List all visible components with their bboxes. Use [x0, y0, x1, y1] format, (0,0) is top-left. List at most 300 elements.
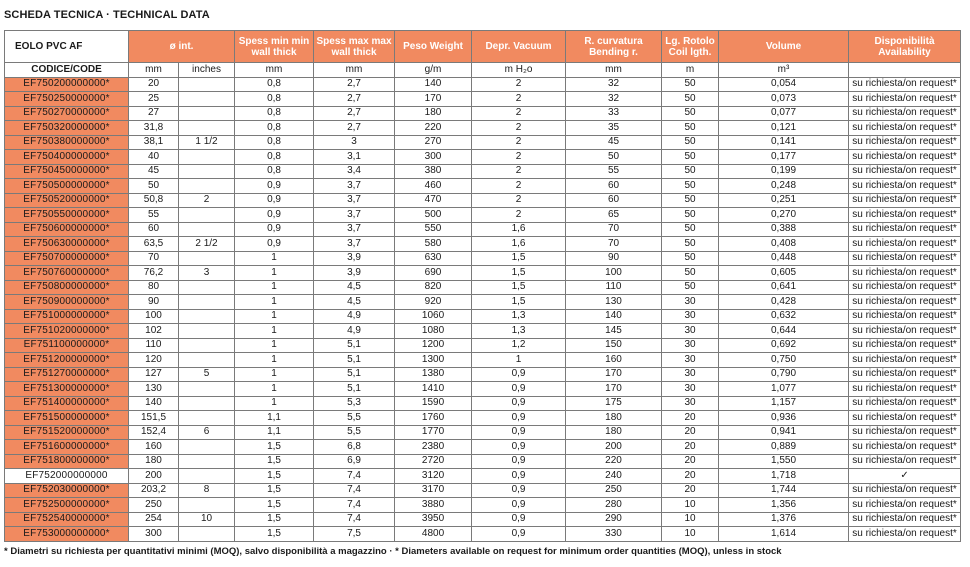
weight-cell: 920	[395, 295, 472, 310]
weight-cell: 2720	[395, 454, 472, 469]
vacuum-cell: 0,9	[472, 483, 566, 498]
max-wall-cell: 7,4	[314, 512, 395, 527]
min-wall-cell: 1,5	[235, 527, 314, 542]
coil-cell: 50	[662, 251, 719, 266]
table-row	[5, 411, 961, 426]
vacuum-cell: 1,3	[472, 324, 566, 339]
header-availability: Disponibilità Availability	[849, 31, 961, 63]
table-row	[5, 150, 961, 165]
table-row	[5, 208, 961, 223]
max-wall-cell: 3,7	[314, 179, 395, 194]
int-diam-mm-cell: 203,2	[129, 483, 179, 498]
vacuum-cell: 1,5	[472, 251, 566, 266]
max-wall-cell: 2,7	[314, 121, 395, 136]
bending-cell: 180	[566, 411, 662, 426]
int-diam-inches-cell: 6	[179, 425, 235, 440]
table-row	[5, 193, 961, 208]
int-diam-mm-cell: 45	[129, 164, 179, 179]
max-wall-cell: 5,1	[314, 367, 395, 382]
volume-cell: 0,177	[719, 150, 849, 165]
vacuum-cell: 0,9	[472, 454, 566, 469]
int-diam-inches-cell	[179, 77, 235, 92]
table-row	[5, 425, 961, 440]
bending-cell: 140	[566, 309, 662, 324]
int-diam-inches-cell	[179, 498, 235, 513]
coil-cell: 50	[662, 179, 719, 194]
volume-cell: 0,428	[719, 295, 849, 310]
max-wall-cell: 3	[314, 135, 395, 150]
int-diam-inches-cell	[179, 251, 235, 266]
int-diam-inches-cell	[179, 164, 235, 179]
bending-cell: 32	[566, 92, 662, 107]
units-row	[5, 63, 961, 78]
coil-cell: 50	[662, 77, 719, 92]
availability-cell: su richiesta/on request*	[849, 135, 961, 150]
vacuum-cell: 2	[472, 164, 566, 179]
max-wall-cell: 7,4	[314, 483, 395, 498]
availability-cell: su richiesta/on request*	[849, 498, 961, 513]
int-diam-inches-cell	[179, 324, 235, 339]
int-diam-mm-cell: 27	[129, 106, 179, 121]
code-cell: EF753000000000*	[5, 527, 129, 542]
code-cell: EF751500000000*	[5, 411, 129, 426]
weight-cell: 300	[395, 150, 472, 165]
table-row	[5, 309, 961, 324]
availability-cell: su richiesta/on request*	[849, 193, 961, 208]
weight-cell: 3170	[395, 483, 472, 498]
max-wall-cell: 2,7	[314, 92, 395, 107]
weight-cell: 630	[395, 251, 472, 266]
int-diam-mm-cell: 254	[129, 512, 179, 527]
unit-cell: mm	[235, 63, 314, 78]
int-diam-mm-cell: 130	[129, 382, 179, 397]
code-cell: EF751270000000*	[5, 367, 129, 382]
availability-cell: su richiesta/on request*	[849, 411, 961, 426]
unit-cell: mm	[129, 63, 179, 78]
vacuum-cell: 1,6	[472, 222, 566, 237]
weight-cell: 170	[395, 92, 472, 107]
int-diam-mm-cell: 20	[129, 77, 179, 92]
min-wall-cell: 0,8	[235, 150, 314, 165]
vacuum-cell: 1,5	[472, 280, 566, 295]
volume-cell: 1,157	[719, 396, 849, 411]
coil-cell: 50	[662, 222, 719, 237]
volume-cell: 0,641	[719, 280, 849, 295]
max-wall-cell: 2,7	[314, 106, 395, 121]
code-cell: EF750550000000*	[5, 208, 129, 223]
volume-cell: 0,199	[719, 164, 849, 179]
int-diam-mm-cell: 100	[129, 309, 179, 324]
availability-cell: su richiesta/on request*	[849, 382, 961, 397]
code-cell: EF751100000000*	[5, 338, 129, 353]
int-diam-inches-cell	[179, 106, 235, 121]
coil-cell: 50	[662, 193, 719, 208]
min-wall-cell: 1	[235, 280, 314, 295]
max-wall-cell: 4,9	[314, 324, 395, 339]
vacuum-cell: 2	[472, 179, 566, 194]
bending-cell: 60	[566, 193, 662, 208]
weight-cell: 1380	[395, 367, 472, 382]
volume-cell: 0,121	[719, 121, 849, 136]
bending-cell: 220	[566, 454, 662, 469]
coil-cell: 30	[662, 309, 719, 324]
bending-cell: 60	[566, 179, 662, 194]
vacuum-cell: 1,5	[472, 295, 566, 310]
table-row	[5, 396, 961, 411]
weight-cell: 3880	[395, 498, 472, 513]
vacuum-cell: 0,9	[472, 411, 566, 426]
int-diam-inches-cell: 10	[179, 512, 235, 527]
coil-cell: 20	[662, 440, 719, 455]
min-wall-cell: 1,5	[235, 512, 314, 527]
coil-cell: 50	[662, 121, 719, 136]
table-row	[5, 222, 961, 237]
int-diam-mm-cell: 110	[129, 338, 179, 353]
vacuum-cell: 0,9	[472, 367, 566, 382]
code-cell: EF752500000000*	[5, 498, 129, 513]
weight-cell: 1770	[395, 425, 472, 440]
int-diam-inches-cell	[179, 208, 235, 223]
availability-cell: su richiesta/on request*	[849, 222, 961, 237]
table-row	[5, 483, 961, 498]
header-bending: R. curvatura Bending r.	[566, 31, 662, 63]
min-wall-cell: 0,9	[235, 222, 314, 237]
availability-cell: su richiesta/on request*	[849, 208, 961, 223]
min-wall-cell: 1	[235, 338, 314, 353]
bending-cell: 280	[566, 498, 662, 513]
bending-cell: 180	[566, 425, 662, 440]
header-volume: Volume	[719, 31, 849, 63]
int-diam-mm-cell: 127	[129, 367, 179, 382]
table-row	[5, 338, 961, 353]
min-wall-cell: 1	[235, 353, 314, 368]
min-wall-cell: 1,5	[235, 454, 314, 469]
availability-cell: su richiesta/on request*	[849, 77, 961, 92]
volume-cell: 0,632	[719, 309, 849, 324]
coil-cell: 20	[662, 469, 719, 484]
availability-cell: su richiesta/on request*	[849, 338, 961, 353]
weight-cell: 180	[395, 106, 472, 121]
code-cell: EF751400000000*	[5, 396, 129, 411]
volume-cell: 0,750	[719, 353, 849, 368]
bending-cell: 145	[566, 324, 662, 339]
volume-cell: 0,054	[719, 77, 849, 92]
min-wall-cell: 0,9	[235, 208, 314, 223]
int-diam-inches-cell	[179, 440, 235, 455]
volume-cell: 0,141	[719, 135, 849, 150]
int-diam-inches-cell	[179, 121, 235, 136]
vacuum-cell: 2	[472, 150, 566, 165]
code-cell: EF750400000000*	[5, 150, 129, 165]
code-cell: EF750520000000*	[5, 193, 129, 208]
table-row	[5, 527, 961, 542]
availability-cell: su richiesta/on request*	[849, 280, 961, 295]
weight-cell: 2380	[395, 440, 472, 455]
vacuum-cell: 1	[472, 353, 566, 368]
code-cell: EF751300000000*	[5, 382, 129, 397]
code-cell: EF750630000000*	[5, 237, 129, 252]
coil-cell: 50	[662, 266, 719, 281]
max-wall-cell: 5,5	[314, 411, 395, 426]
unit-cell: m³	[719, 63, 849, 78]
table-row	[5, 135, 961, 150]
vacuum-cell: 1,3	[472, 309, 566, 324]
coil-cell: 30	[662, 324, 719, 339]
bending-cell: 32	[566, 77, 662, 92]
min-wall-cell: 1	[235, 367, 314, 382]
bending-cell: 100	[566, 266, 662, 281]
max-wall-cell: 3,7	[314, 237, 395, 252]
availability-cell: su richiesta/on request*	[849, 324, 961, 339]
volume-cell: 0,270	[719, 208, 849, 223]
availability-cell: su richiesta/on request*	[849, 92, 961, 107]
code-cell: EF750270000000*	[5, 106, 129, 121]
availability-cell: su richiesta/on request*	[849, 440, 961, 455]
weight-cell: 380	[395, 164, 472, 179]
weight-cell: 4800	[395, 527, 472, 542]
volume-cell: 1,718	[719, 469, 849, 484]
max-wall-cell: 5,1	[314, 353, 395, 368]
int-diam-inches-cell	[179, 411, 235, 426]
min-wall-cell: 0,9	[235, 179, 314, 194]
int-diam-inches-cell	[179, 92, 235, 107]
weight-cell: 1200	[395, 338, 472, 353]
max-wall-cell: 2,7	[314, 77, 395, 92]
volume-cell: 0,644	[719, 324, 849, 339]
vacuum-cell: 2	[472, 121, 566, 136]
availability-cell: su richiesta/on request*	[849, 353, 961, 368]
availability-cell: su richiesta/on request*	[849, 483, 961, 498]
coil-cell: 50	[662, 92, 719, 107]
code-cell: EF750800000000*	[5, 280, 129, 295]
int-diam-inches-cell	[179, 353, 235, 368]
bending-cell: 170	[566, 382, 662, 397]
weight-cell: 580	[395, 237, 472, 252]
vacuum-cell: 0,9	[472, 396, 566, 411]
volume-cell: 0,448	[719, 251, 849, 266]
table-row	[5, 440, 961, 455]
weight-cell: 3950	[395, 512, 472, 527]
vacuum-cell: 0,9	[472, 469, 566, 484]
vacuum-cell: 0,9	[472, 512, 566, 527]
table-row	[5, 164, 961, 179]
int-diam-mm-cell: 76,2	[129, 266, 179, 281]
volume-cell: 1,744	[719, 483, 849, 498]
vacuum-cell: 2	[472, 208, 566, 223]
int-diam-mm-cell: 40	[129, 150, 179, 165]
unit-cell: m H₂o	[472, 63, 566, 78]
max-wall-cell: 6,9	[314, 454, 395, 469]
table-row	[5, 454, 961, 469]
min-wall-cell: 1,5	[235, 469, 314, 484]
code-cell: EF750250000000*	[5, 92, 129, 107]
table-row	[5, 280, 961, 295]
coil-cell: 20	[662, 454, 719, 469]
coil-cell: 30	[662, 396, 719, 411]
int-diam-mm-cell: 38,1	[129, 135, 179, 150]
max-wall-cell: 7,4	[314, 498, 395, 513]
volume-cell: 0,790	[719, 367, 849, 382]
volume-cell: 0,251	[719, 193, 849, 208]
volume-cell: 1,356	[719, 498, 849, 513]
table-row	[5, 382, 961, 397]
max-wall-cell: 4,9	[314, 309, 395, 324]
coil-cell: 50	[662, 208, 719, 223]
coil-cell: 30	[662, 382, 719, 397]
code-cell: EF750900000000*	[5, 295, 129, 310]
bending-cell: 330	[566, 527, 662, 542]
bending-cell: 175	[566, 396, 662, 411]
int-diam-inches-cell: 1 1/2	[179, 135, 235, 150]
unit-cell: inches	[179, 63, 235, 78]
max-wall-cell: 5,3	[314, 396, 395, 411]
availability-cell: su richiesta/on request*	[849, 106, 961, 121]
max-wall-cell: 3,7	[314, 208, 395, 223]
min-wall-cell: 1	[235, 251, 314, 266]
weight-cell: 460	[395, 179, 472, 194]
unit-cell: m	[662, 63, 719, 78]
table-row	[5, 266, 961, 281]
code-cell: EF750700000000*	[5, 251, 129, 266]
int-diam-mm-cell: 63,5	[129, 237, 179, 252]
min-wall-cell: 1	[235, 396, 314, 411]
max-wall-cell: 5,5	[314, 425, 395, 440]
volume-cell: 1,614	[719, 527, 849, 542]
header-model: EOLO PVC AF	[5, 31, 129, 63]
weight-cell: 820	[395, 280, 472, 295]
bending-cell: 290	[566, 512, 662, 527]
volume-cell: 1,376	[719, 512, 849, 527]
bending-cell: 55	[566, 164, 662, 179]
min-wall-cell: 1	[235, 324, 314, 339]
volume-cell: 1,550	[719, 454, 849, 469]
code-cell: EF751600000000*	[5, 440, 129, 455]
availability-cell: su richiesta/on request*	[849, 295, 961, 310]
int-diam-inches-cell: 8	[179, 483, 235, 498]
int-diam-mm-cell: 180	[129, 454, 179, 469]
availability-cell: ✓	[849, 469, 961, 484]
weight-cell: 270	[395, 135, 472, 150]
volume-cell: 0,073	[719, 92, 849, 107]
table-row	[5, 179, 961, 194]
table-row	[5, 469, 961, 484]
int-diam-mm-cell: 250	[129, 498, 179, 513]
code-cell: EF751200000000*	[5, 353, 129, 368]
min-wall-cell: 0,9	[235, 193, 314, 208]
vacuum-cell: 1,5	[472, 266, 566, 281]
max-wall-cell: 7,5	[314, 527, 395, 542]
code-cell: EF750320000000*	[5, 121, 129, 136]
code-cell: EF750600000000*	[5, 222, 129, 237]
bending-cell: 150	[566, 338, 662, 353]
int-diam-mm-cell: 50	[129, 179, 179, 194]
min-wall-cell: 1,1	[235, 411, 314, 426]
availability-cell: su richiesta/on request*	[849, 150, 961, 165]
weight-cell: 220	[395, 121, 472, 136]
bending-cell: 200	[566, 440, 662, 455]
unit-cell: g/m	[395, 63, 472, 78]
table-row	[5, 77, 961, 92]
int-diam-inches-cell: 2	[179, 193, 235, 208]
int-diam-mm-cell: 25	[129, 92, 179, 107]
max-wall-cell: 3,7	[314, 193, 395, 208]
weight-cell: 3120	[395, 469, 472, 484]
int-diam-mm-cell: 120	[129, 353, 179, 368]
coil-cell: 50	[662, 106, 719, 121]
table-row	[5, 295, 961, 310]
unit-cell	[849, 63, 961, 78]
code-cell: EF751020000000*	[5, 324, 129, 339]
weight-cell: 1760	[395, 411, 472, 426]
vacuum-cell: 2	[472, 193, 566, 208]
availability-cell: su richiesta/on request*	[849, 512, 961, 527]
min-wall-cell: 1,5	[235, 498, 314, 513]
vacuum-cell: 0,9	[472, 382, 566, 397]
min-wall-cell: 1	[235, 295, 314, 310]
coil-cell: 50	[662, 135, 719, 150]
availability-cell: su richiesta/on request*	[849, 251, 961, 266]
vacuum-cell: 0,9	[472, 498, 566, 513]
unit-cell: mm	[566, 63, 662, 78]
availability-cell: su richiesta/on request*	[849, 454, 961, 469]
volume-cell: 0,408	[719, 237, 849, 252]
min-wall-cell: 0,8	[235, 121, 314, 136]
int-diam-mm-cell: 140	[129, 396, 179, 411]
availability-cell: su richiesta/on request*	[849, 164, 961, 179]
min-wall-cell: 1	[235, 266, 314, 281]
table-row	[5, 367, 961, 382]
int-diam-inches-cell	[179, 469, 235, 484]
bending-cell: 90	[566, 251, 662, 266]
int-diam-inches-cell	[179, 527, 235, 542]
min-wall-cell: 0,8	[235, 92, 314, 107]
availability-cell: su richiesta/on request*	[849, 367, 961, 382]
volume-cell: 0,077	[719, 106, 849, 121]
table-row	[5, 498, 961, 513]
coil-cell: 30	[662, 295, 719, 310]
max-wall-cell: 6,8	[314, 440, 395, 455]
max-wall-cell: 7,4	[314, 469, 395, 484]
int-diam-mm-cell: 31,8	[129, 121, 179, 136]
bending-cell: 130	[566, 295, 662, 310]
code-cell: EF750500000000*	[5, 179, 129, 194]
volume-cell: 1,077	[719, 382, 849, 397]
coil-cell: 30	[662, 353, 719, 368]
int-diam-mm-cell: 80	[129, 280, 179, 295]
bending-cell: 110	[566, 280, 662, 295]
availability-cell: su richiesta/on request*	[849, 121, 961, 136]
coil-cell: 10	[662, 498, 719, 513]
int-diam-inches-cell	[179, 295, 235, 310]
int-diam-inches-cell: 2 1/2	[179, 237, 235, 252]
int-diam-mm-cell: 200	[129, 469, 179, 484]
table-body	[5, 63, 961, 542]
bending-cell: 65	[566, 208, 662, 223]
weight-cell: 500	[395, 208, 472, 223]
min-wall-cell: 1,1	[235, 425, 314, 440]
max-wall-cell: 4,5	[314, 280, 395, 295]
max-wall-cell: 4,5	[314, 295, 395, 310]
int-diam-inches-cell: 3	[179, 266, 235, 281]
coil-cell: 50	[662, 280, 719, 295]
weight-cell: 550	[395, 222, 472, 237]
max-wall-cell: 3,1	[314, 150, 395, 165]
max-wall-cell: 5,1	[314, 382, 395, 397]
table-row	[5, 106, 961, 121]
coil-cell: 20	[662, 411, 719, 426]
weight-cell: 1080	[395, 324, 472, 339]
int-diam-mm-cell: 300	[129, 527, 179, 542]
